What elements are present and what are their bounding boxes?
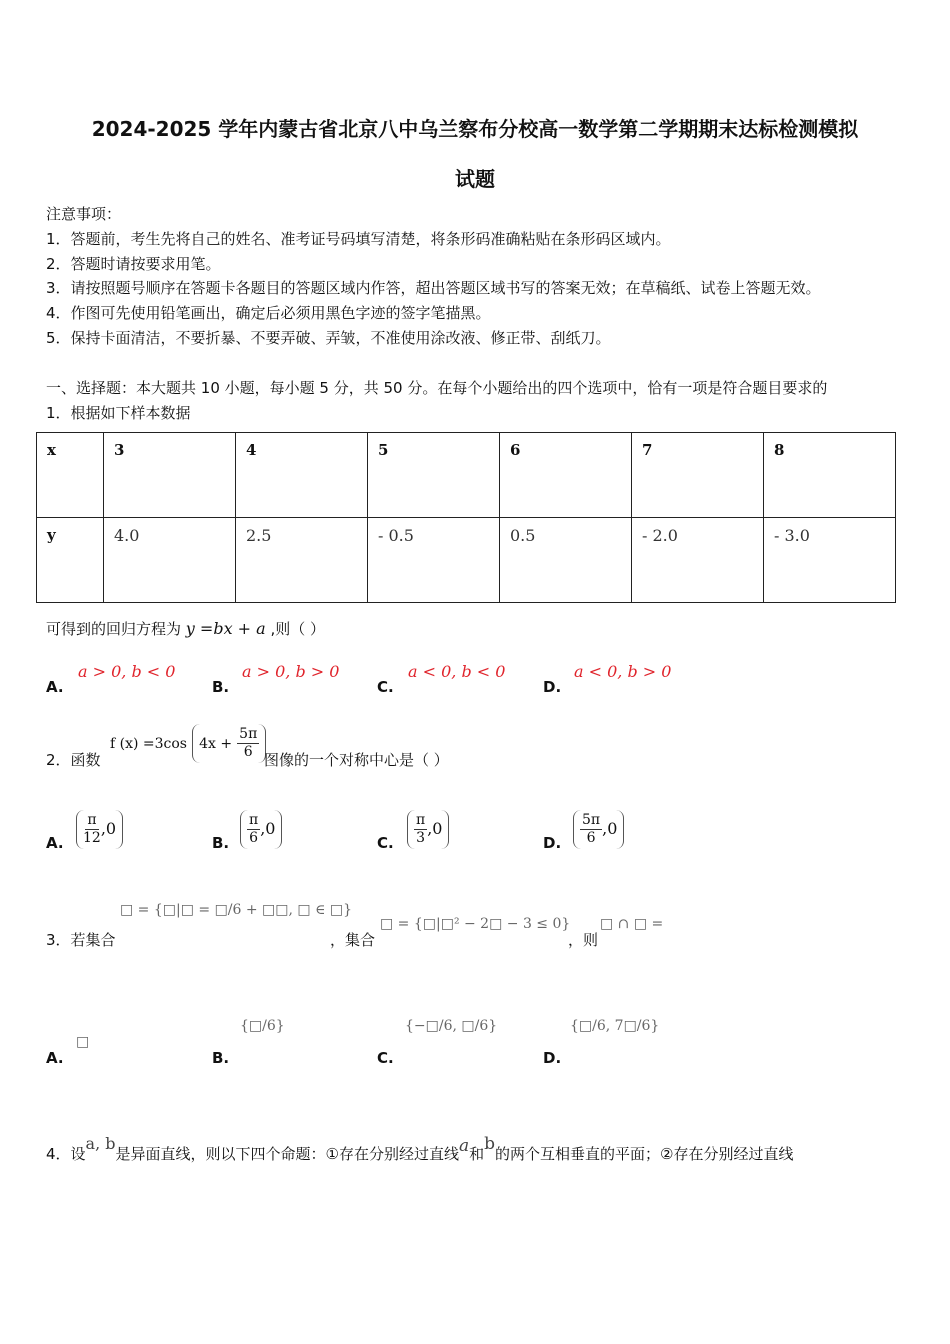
q2-option-b-value[interactable] (240, 810, 282, 849)
q1-option-b-value[interactable]: a > 0, b > 0 (242, 662, 340, 681)
q3-option-b-value[interactable]: {□/6} (240, 1018, 285, 1034)
table-row (37, 518, 896, 603)
option-tail: ,0 (427, 819, 443, 838)
q1-option-c-letter[interactable]: C. (377, 678, 394, 696)
exam-title-line1: 2024-2025 学年内蒙古省北京八中乌兰察布分校高一数学第二学期期末达标检测模拟 (91, 117, 859, 141)
table-cell: 3 (104, 433, 236, 518)
q2-option-c-letter[interactable]: C. (377, 834, 394, 852)
table-cell: y (37, 518, 104, 603)
table-cell: 0.5 (500, 518, 632, 603)
fraction-numerator: π (87, 812, 97, 828)
q2-option-d-value[interactable] (573, 810, 624, 849)
q2-prefix: 2．函数 (46, 751, 101, 769)
q1-followup-prefix: 可得到的回归方程为 (46, 620, 182, 638)
exam-title-line2: 试题 (455, 167, 495, 191)
table-cell: - 0.5 (368, 518, 500, 603)
fraction-denominator: 6 (243, 744, 253, 760)
table-cell: - 2.0 (632, 518, 764, 603)
regression-equation: y =bx + a (185, 619, 266, 638)
q3-then: ，则 (568, 931, 599, 949)
q3-option-d-value[interactable]: {□/6, 7□/6} (570, 1018, 660, 1034)
fraction-denominator: 6 (586, 830, 596, 846)
q4-ab: a, b (85, 1134, 116, 1153)
q1-option-b-letter[interactable]: B. (212, 678, 230, 696)
table-cell: 5 (368, 433, 500, 518)
q2-function-paren (192, 724, 266, 763)
table-row (37, 433, 896, 518)
table-cell: 8 (764, 433, 896, 518)
notice-item: 4．作图可先使用铅笔画出，确定后必须用黑色字迹的签字笔描黑。 (46, 304, 491, 322)
q3-option-a-value[interactable]: □ (76, 1034, 90, 1050)
q3-set-a: □ = {□|□ = □/6 + □□, □ ∈ □} (120, 902, 353, 918)
q1-followup-suffix: ,则（ ） (270, 620, 326, 638)
q2-suffix: 图像的一个对称中心是（ ） (264, 751, 449, 769)
table-cell: - 3.0 (764, 518, 896, 603)
fraction-numerator: π (249, 812, 259, 828)
q2-option-a-value[interactable] (76, 810, 123, 849)
table-cell: 4 (236, 433, 368, 518)
table-cell: 2.5 (236, 518, 368, 603)
notice-heading: 注意事项： (46, 205, 122, 223)
q3-option-c-value[interactable]: {−□/6, □/6} (405, 1018, 498, 1034)
q3-option-b-letter[interactable]: B. (212, 1049, 230, 1067)
fraction-numerator: 5π (239, 726, 258, 742)
q1-option-c-value[interactable]: a < 0, b < 0 (408, 662, 506, 681)
q3-expression: □ ∩ □ = (600, 916, 664, 932)
fraction-denominator: 3 (416, 830, 426, 846)
q2-function (110, 724, 266, 763)
notice-item: 2．答题时请按要求用笔。 (46, 255, 221, 273)
q4-a: a (458, 1136, 470, 1156)
q2-function-fraction (237, 726, 259, 761)
notice-item: 5．保持卡面清洁，不要折暴、不要弄破、弄皱，不准使用涂改液、修正带、刮纸刀。 (46, 329, 611, 347)
notice-item: 3．请按照题号顺序在答题卡各题目的答题区域内作答，超出答题区域书写的答案无效；在草稿纸、试卷上答题无效。 (46, 279, 821, 297)
section-heading: 一、选择题：本大题共 10 小题，每小题 5 分，共 50 分。在每个小题给出的四个选项中，恰有一项是符合题目要求的 (46, 379, 828, 397)
q1-followup (46, 618, 325, 639)
q3-mid: ，集合 (330, 931, 376, 949)
q1-option-d-value[interactable]: a < 0, b > 0 (574, 662, 672, 681)
q3-option-d-letter[interactable]: D. (543, 1049, 562, 1067)
q4-text1: 是异面直线，则以下四个命题：①存在分别经过直线 (115, 1145, 459, 1163)
q2-function-arg: 4x + (199, 736, 233, 752)
q4-b: b (484, 1134, 495, 1154)
q2-option-b-letter[interactable]: B. (212, 834, 230, 852)
table-cell: 4.0 (104, 518, 236, 603)
q2-option-d-letter[interactable]: D. (543, 834, 562, 852)
q4-line (46, 1134, 794, 1164)
q1-stem: 1．根据如下样本数据 (46, 404, 191, 422)
notice-item: 1．答题前，考生先将自己的姓名、准考证号码填写清楚，将条形码准确粘贴在条形码区域内。 (46, 230, 671, 248)
q4-and: 和 (469, 1145, 485, 1163)
q2-option-c-value[interactable] (407, 810, 449, 849)
table-cell: 7 (632, 433, 764, 518)
table-cell: x (37, 433, 104, 518)
q3-option-c-letter[interactable]: C. (377, 1049, 394, 1067)
option-tail: ,0 (260, 819, 276, 838)
q3-option-a-letter[interactable]: A. (46, 1049, 64, 1067)
q3-prefix: 3．若集合 (46, 931, 116, 949)
table-cell: 6 (500, 433, 632, 518)
q4-prefix: 4．设 (46, 1145, 86, 1163)
q2-option-a-letter[interactable]: A. (46, 834, 64, 852)
fraction-denominator: 12 (83, 830, 101, 846)
q3-set-b: □ = {□|□² − 2□ − 3 ≤ 0} (380, 916, 571, 932)
option-tail: ,0 (602, 819, 618, 838)
sample-data-table (36, 432, 896, 603)
q1-option-a-value[interactable]: a > 0, b < 0 (78, 662, 176, 681)
q2-function-lhs: f (x) =3cos (110, 736, 187, 752)
fraction-numerator: 5π (582, 812, 601, 828)
q4-text2: 的两个互相垂直的平面；②存在分别经过直线 (495, 1145, 794, 1163)
q1-option-a-letter[interactable]: A. (46, 678, 64, 696)
option-tail: ,0 (100, 819, 117, 838)
fraction-numerator: π (416, 812, 426, 828)
q1-option-d-letter[interactable]: D. (543, 678, 562, 696)
fraction-denominator: 6 (249, 830, 259, 846)
